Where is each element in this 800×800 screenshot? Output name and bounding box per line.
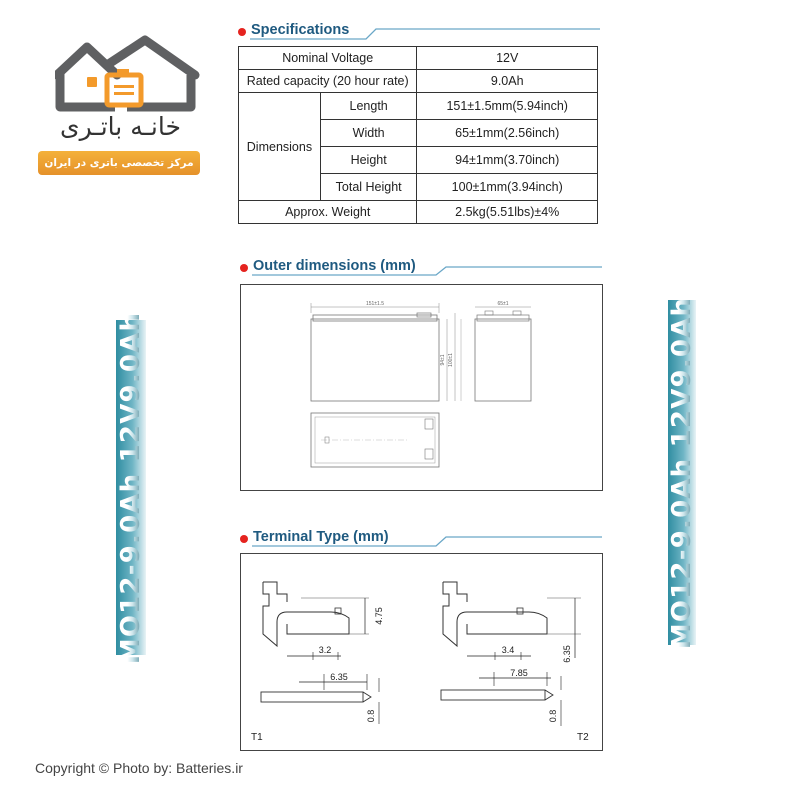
table-row bbox=[239, 93, 598, 120]
total-height-dimension-label: 100±1 bbox=[448, 353, 454, 367]
width-dimension-label: 65±1 bbox=[497, 301, 509, 307]
t1-height-label: 4.75 bbox=[374, 607, 384, 625]
length-label: Length bbox=[320, 93, 417, 120]
terminal-drawings bbox=[241, 554, 602, 750]
specifications-table bbox=[238, 46, 598, 224]
nominal-voltage-label: Nominal Voltage bbox=[239, 47, 417, 70]
outer-dimensions-title: Outer dimensions (mm) bbox=[253, 258, 416, 274]
terminal-type-heading bbox=[240, 529, 602, 551]
weight-label: Approx. Weight bbox=[239, 201, 417, 224]
t1-offset-label: 3.2 bbox=[318, 645, 332, 655]
width-value: 65±1mm(2.56inch) bbox=[417, 120, 598, 147]
side-model-text-right: MO12-9.0Ah 12V9.0Ah bbox=[667, 296, 697, 649]
length-dimension-label: 151±1.5 bbox=[365, 301, 385, 307]
bullet-icon bbox=[240, 535, 248, 543]
table-row bbox=[239, 70, 598, 93]
t2-height-label: 6.35 bbox=[562, 645, 572, 663]
logo-title: خانـه باتـری bbox=[60, 112, 181, 141]
side-model-label-left bbox=[116, 311, 146, 664]
t1-thickness-label: 0.8 bbox=[366, 709, 376, 723]
bullet-icon bbox=[240, 264, 248, 272]
t2-thickness-label: 0.8 bbox=[548, 709, 558, 723]
terminal-t1-drawing bbox=[251, 582, 384, 743]
total-height-label: Total Height bbox=[320, 174, 417, 201]
height-label: Height bbox=[320, 147, 417, 174]
specifications-heading bbox=[238, 22, 600, 44]
logo-tagline: مرکز تخصصی باتری در ایران bbox=[38, 151, 200, 175]
terminal-t2-drawing bbox=[441, 582, 589, 743]
side-model-label-right bbox=[667, 296, 697, 649]
nominal-voltage-value: 12V bbox=[417, 47, 598, 70]
width-label: Width bbox=[320, 120, 417, 147]
terminal-type-drawing-box bbox=[240, 553, 603, 751]
bullet-icon bbox=[238, 28, 246, 36]
height-value: 94±1mm(3.70inch) bbox=[417, 147, 598, 174]
rated-capacity-label: Rated capacity (20 hour rate) bbox=[239, 70, 417, 93]
t2-label: T2 bbox=[577, 732, 589, 743]
height-dimension-label: 94±1 bbox=[440, 354, 446, 366]
t1-label: T1 bbox=[251, 732, 263, 743]
terminal-type-title: Terminal Type (mm) bbox=[253, 529, 389, 545]
total-height-value: 100±1mm(3.94inch) bbox=[417, 174, 598, 201]
side-model-text-left: MO12-9.0Ah 12V9.0Ah bbox=[116, 311, 146, 664]
copyright-footer: Copyright © Photo by: Batteries.ir bbox=[35, 760, 243, 776]
specifications-title: Specifications bbox=[251, 22, 350, 38]
t1-width-label: 6.35 bbox=[330, 672, 348, 682]
t2-width-label: 7.85 bbox=[510, 668, 528, 678]
rated-capacity-value: 9.0Ah bbox=[417, 70, 598, 93]
battery-outline-drawing bbox=[241, 285, 602, 490]
outer-dimensions-heading bbox=[240, 258, 602, 280]
weight-value: 2.5kg(5.51lbs)±4% bbox=[417, 201, 598, 224]
house-logo-icon bbox=[55, 35, 205, 115]
length-value: 151±1.5mm(5.94inch) bbox=[417, 93, 598, 120]
dimensions-label: Dimensions bbox=[239, 93, 321, 201]
table-row bbox=[239, 201, 598, 224]
outer-dimensions-drawing-box bbox=[240, 284, 603, 491]
table-row bbox=[239, 47, 598, 70]
t2-offset-label: 3.4 bbox=[501, 645, 515, 655]
